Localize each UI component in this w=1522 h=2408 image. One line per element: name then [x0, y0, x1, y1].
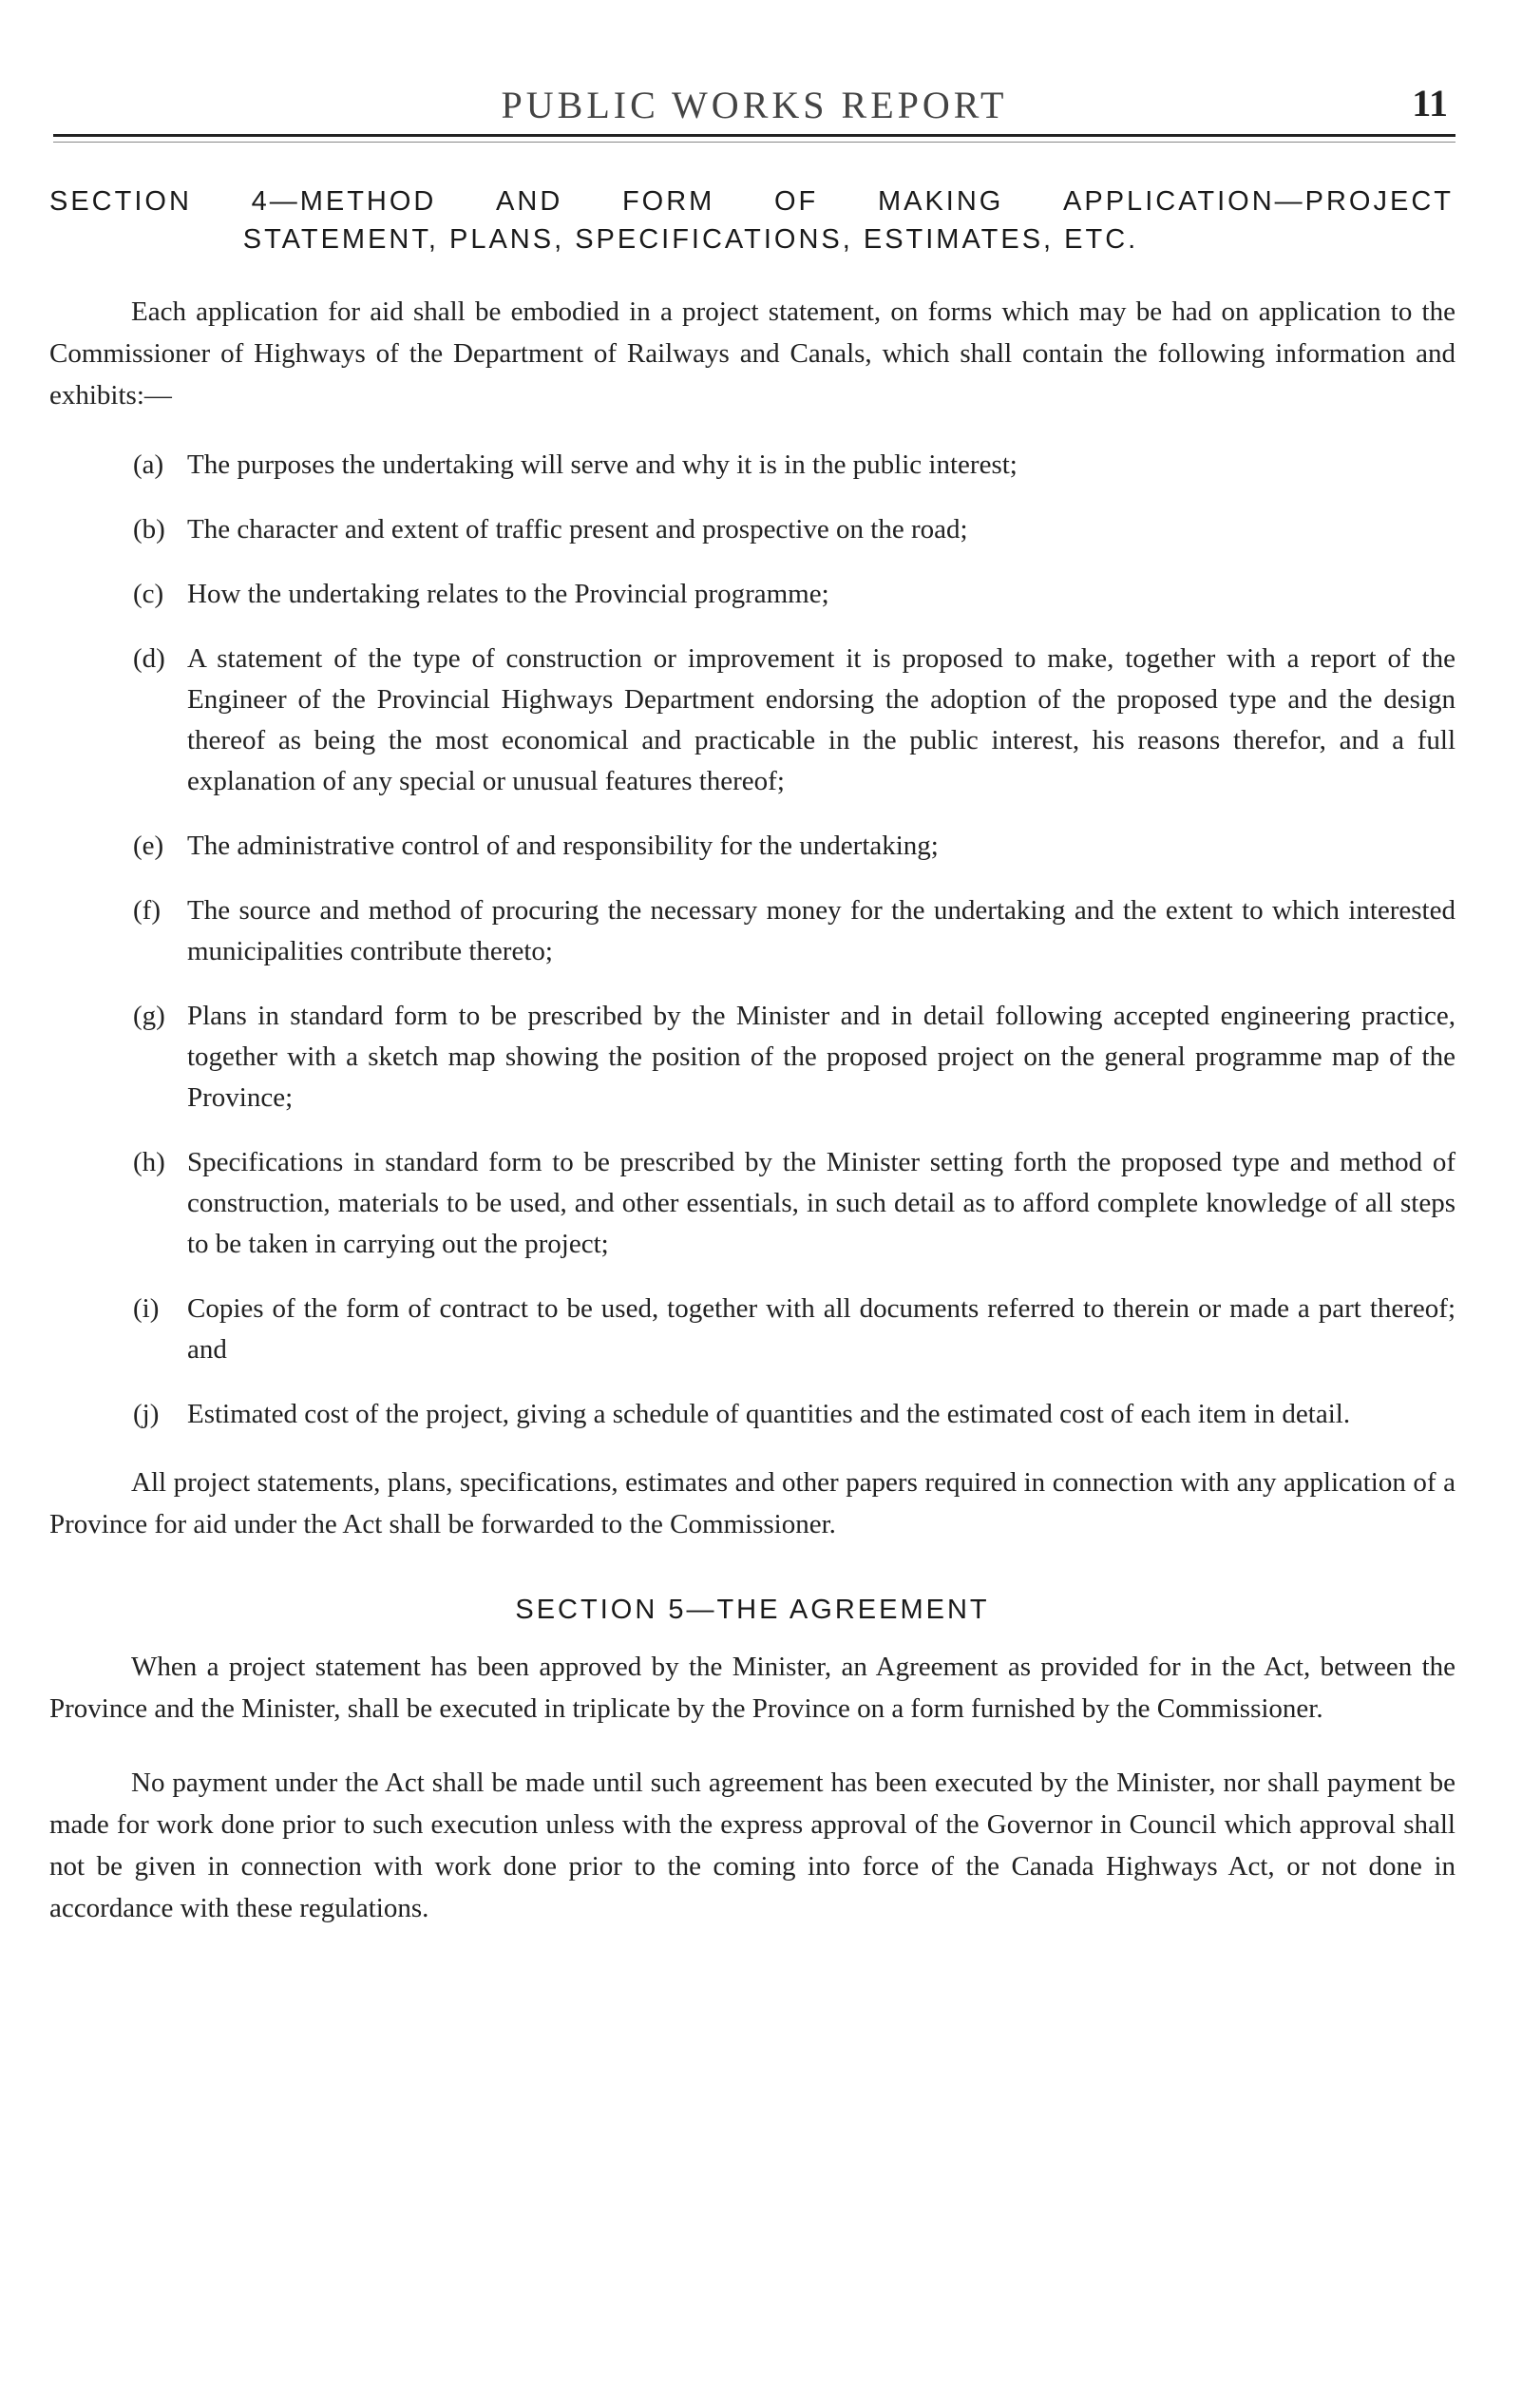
section-4-heading-line-1 — [49, 182, 1455, 220]
item-text: The source and method of procuring the necessary money for the undertaking and the extent to which interested municipalities contribute thereto; — [187, 895, 1455, 966]
item-text: Specifications in standard form to be prescribed by the Minister setting forth the proposed type and method of construction, materials to be used, and other essentials, in such detail as to afford complete knowledge of all steps to be taken in carrying out the project; — [187, 1147, 1455, 1259]
item-text: The purposes the undertaking will serve and why it is in the public interest; — [187, 449, 1018, 480]
item-label: (c) — [133, 579, 164, 609]
list-item — [49, 445, 1455, 486]
intro-text: Each application for aid shall be embodied in a project statement, on forms which may be had on application to the Commissioner of Highways of the Department of Railways and Canals, which shall contain the following information and exhibits:— — [49, 296, 1455, 411]
list-item — [49, 1394, 1455, 1435]
section-4-heading — [49, 182, 1455, 258]
item-text: Plans in standard form to be prescribed by the Minister and in detail following accepted engineering practice, together with a sketch map showing the position of the proposed project on the general programme map of the Province; — [187, 1001, 1455, 1113]
heading-word: AND — [496, 186, 563, 217]
section-4-heading-line-2: STATEMENT, PLANS, SPECIFICATIONS, ESTIMATES, ETC. — [242, 224, 1139, 255]
agreement-paragraph-2 — [49, 1762, 1455, 1929]
item-label: (e) — [133, 831, 164, 861]
item-label: (f) — [133, 895, 161, 926]
item-label: (h) — [133, 1147, 165, 1177]
item-text: Copies of the form of contract to be used, together with all documents referred to therein or made a part thereof; and — [187, 1293, 1455, 1365]
item-label: (g) — [133, 1001, 165, 1031]
agreement-text-1: When a project statement has been approved by the Minister, an Agreement as provided for in the Act, between the Province and the Minister, shall be executed in triplicate by the Province on a form furnished by the Commissioner. — [49, 1652, 1455, 1724]
item-text: The administrative control of and responsibility for the undertaking; — [187, 831, 939, 861]
item-text: How the undertaking relates to the Provincial programme; — [187, 579, 829, 609]
list-item — [49, 509, 1455, 550]
heading-word: MAKING — [877, 186, 1004, 217]
running-header — [53, 81, 1455, 137]
item-text: Estimated cost of the project, giving a schedule of quantities and the estimated cost of each item in detail. — [187, 1399, 1351, 1429]
heading-word: OF — [774, 186, 819, 217]
list-item — [49, 890, 1455, 972]
list-item — [49, 1142, 1455, 1265]
heading-word: FORM — [621, 186, 715, 217]
item-label: (a) — [133, 449, 164, 480]
agreement-text-2: No payment under the Act shall be made until such agreement has been executed by the Minister, nor shall payment be made for work done prior to such execution unless with the express approval of the Governor in Council which approval shall not be given in connection with work done prior to the coming into force of the Canada Highways Act, or not done in accordance with these regulations. — [49, 1768, 1455, 1923]
section-5-heading: SECTION 5—THE AGREEMENT — [515, 1595, 990, 1625]
report-title: PUBLIC WORKS REPORT — [501, 84, 1008, 126]
heading-word: 4—METHOD — [251, 186, 437, 217]
item-label: (j) — [133, 1399, 160, 1429]
heading-word: APPLICATION—PROJECT — [1063, 186, 1454, 217]
item-label: (i) — [133, 1293, 160, 1324]
item-text: A statement of the type of construction or improvement it is proposed to make, together with a report of the Engineer of the Provincial Highways Department endorsing the adoption of the proposed type and the design thereof as being the most economical and practicable in the public interest, his reasons therefor, and a full explanation of any special or unusual features thereof; — [187, 643, 1455, 796]
item-label: (b) — [133, 514, 165, 545]
closing-paragraph — [49, 1462, 1455, 1545]
item-label: (d) — [133, 643, 165, 674]
agreement-paragraph-1 — [49, 1646, 1455, 1730]
list-item — [49, 826, 1455, 867]
exhibit-list — [49, 445, 1455, 1435]
list-item — [49, 639, 1455, 802]
intro-paragraph — [49, 291, 1455, 416]
list-item — [49, 574, 1455, 615]
item-text: The character and extent of traffic present and prospective on the road; — [187, 514, 968, 545]
closing-text: All project statements, plans, specifications, estimates and other papers required in connection with any application of a Province for aid under the Act shall be forwarded to the Commissioner. — [49, 1467, 1455, 1539]
heading-word: SECTION — [49, 186, 192, 217]
list-item — [49, 996, 1455, 1118]
header-rule — [53, 142, 1455, 143]
list-item — [49, 1289, 1455, 1370]
page-number: 11 — [1412, 82, 1448, 124]
